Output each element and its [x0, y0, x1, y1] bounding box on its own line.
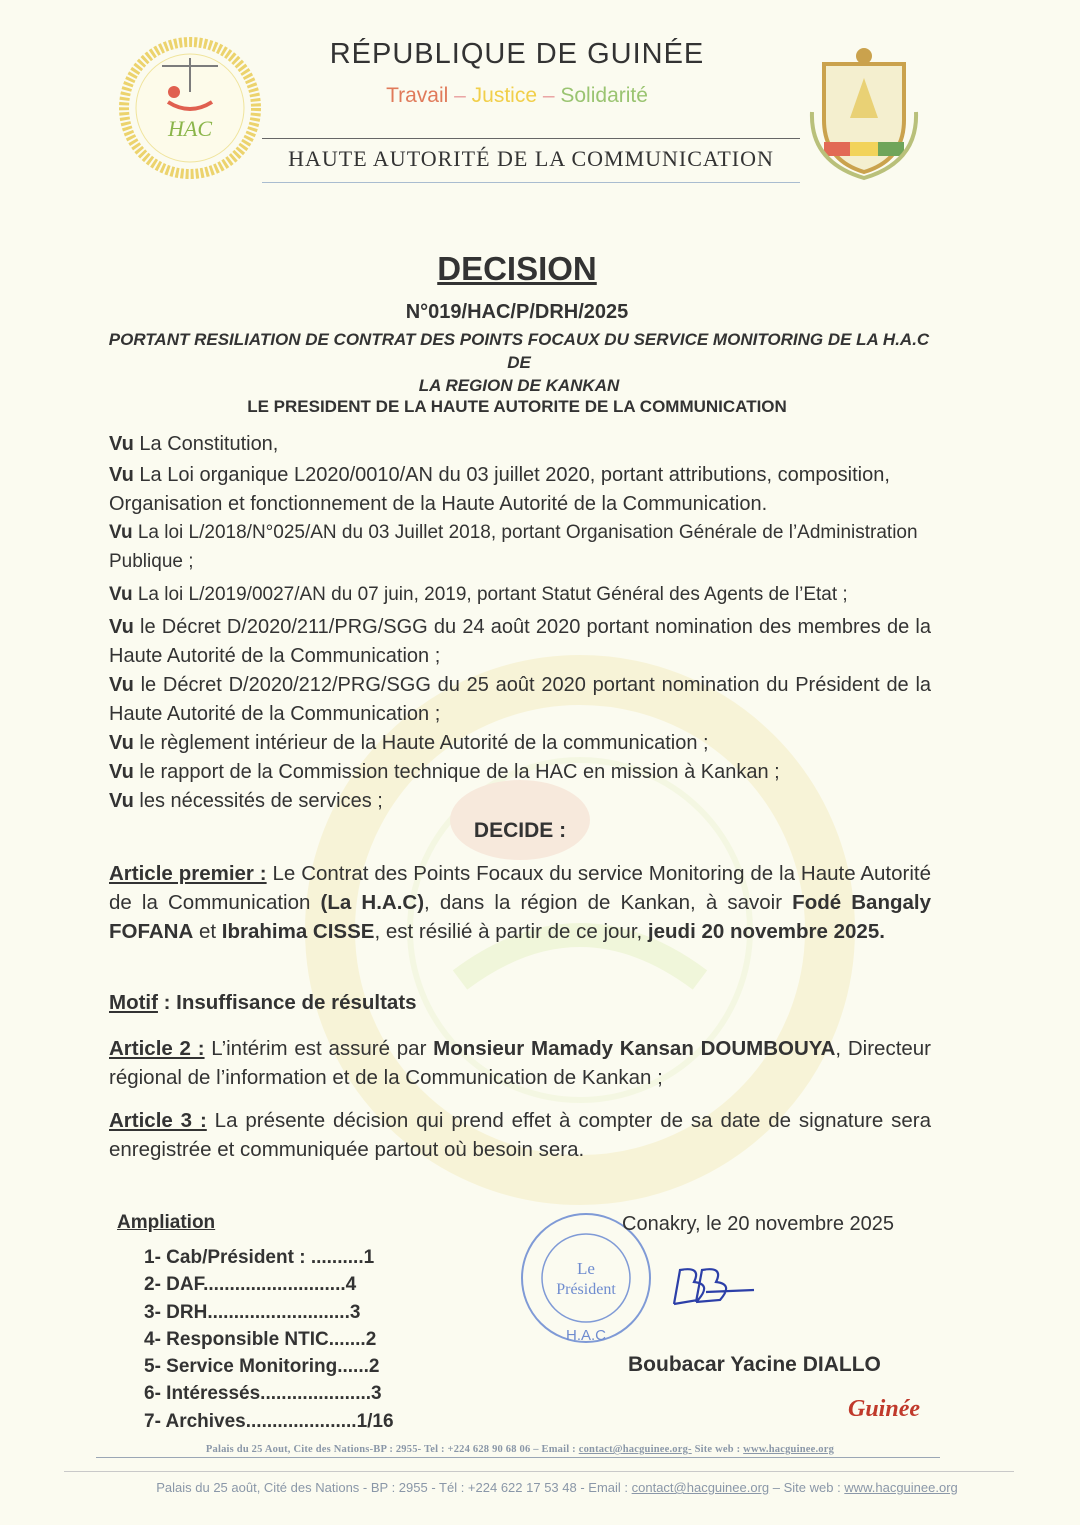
- vu-prefix: Vu: [109, 674, 134, 696]
- header-divider: [262, 182, 800, 183]
- article-2: [109, 1034, 931, 1092]
- ampliation-item: 4- Responsible NTIC.......2: [144, 1328, 377, 1350]
- footer-web-link[interactable]: www.hacguinee.org: [743, 1444, 835, 1455]
- consideration-item: [109, 671, 931, 729]
- decision-title: DECISION: [437, 250, 597, 287]
- vu-prefix: Vu: [109, 616, 134, 638]
- consideration-item: [109, 787, 931, 816]
- footer-email-link[interactable]: contact@hacguinee.org-: [578, 1444, 692, 1455]
- motif: [109, 991, 417, 1015]
- footer-divider: [96, 1457, 940, 1458]
- ampliation-item: 6- Intéressés.....................3: [144, 1383, 382, 1405]
- motto-separator: –: [537, 84, 561, 107]
- consideration-item: [109, 518, 931, 576]
- decision-subject: [100, 328, 938, 397]
- subject-line: LA REGION DE KANKAN: [418, 376, 620, 395]
- article-bold: Monsieur Mamady Kansan DOUMBOUYA: [433, 1037, 836, 1060]
- footer-address: [0, 1480, 1080, 1495]
- article-label: Article 2 :: [109, 1037, 205, 1060]
- motif-text: : Insuffisance de résultats: [157, 991, 417, 1014]
- consideration-text: le règlement intérieur de la Haute Autorité de la communication ;: [139, 732, 709, 754]
- stamp-president: Président: [556, 1281, 616, 1298]
- consideration-item: [109, 758, 931, 787]
- consideration-text: les nécessités de services ;: [139, 790, 383, 812]
- vu-prefix: Vu: [109, 761, 134, 783]
- vu-prefix: Vu: [109, 732, 134, 754]
- consideration-text: le rapport de la Commission technique de la HAC en mission à Kankan ;: [139, 761, 780, 783]
- article-text: La présente décision qui prend effet à compter de sa date de signature sera enregistrée et communiquée partout où besoin sera.: [109, 1109, 931, 1161]
- article-bold: (La H.A.C): [320, 891, 425, 914]
- president-heading: LE PRESIDENT DE LA HAUTE AUTORITE DE LA COMMUNICATION: [247, 397, 787, 416]
- article-text: L’intérim est assuré par: [204, 1037, 434, 1060]
- article-bold: jeudi 20 novembre 2025.: [647, 920, 885, 943]
- footer-divider: [64, 1471, 1014, 1472]
- ampliation-item: 3- DRH...........................3: [144, 1301, 361, 1323]
- decide-heading: DECIDE :: [473, 819, 567, 842]
- ampliation-item: 2- DAF...........................4: [144, 1274, 357, 1296]
- ampliation-item: 1- Cab/Président : ..........1: [144, 1247, 375, 1268]
- article-text: Le Contrat des Points Focaux du service Monitoring de la Haute Autorité de la Communication: [109, 862, 931, 914]
- ampliation-item: 7- Archives.....................1/16: [144, 1410, 394, 1432]
- footer-web-link[interactable]: www.hacguinee.org: [844, 1480, 958, 1495]
- handwritten-signature: [666, 1262, 756, 1312]
- consideration-text: La Constitution,: [139, 433, 279, 455]
- motto-work: Travail: [386, 84, 449, 107]
- vu-prefix: Vu: [109, 790, 134, 812]
- consideration-text: le Décret D/2020/212/PRG/SGG du 25 août 2020 portant nomination du Président de la Haute Autorité de la Communication ;: [109, 674, 932, 725]
- footer-text: Palais du 25 août, Cité des Nations - BP : 2955 - Tél : +224 622 17 53 48 - Email :: [156, 1480, 632, 1495]
- consideration-text: La Loi organique L2020/0010/AN du 03 juillet 2020, portant attributions, composition, Organisation et fonctionnement de la Haute Autorité de la Communication.: [109, 464, 890, 515]
- consideration-item: [109, 613, 931, 671]
- article-bold: Fodé Bangaly FOFANA: [109, 891, 932, 943]
- vu-prefix: Vu: [109, 433, 134, 455]
- ampliation-item: 5- Service Monitoring......2: [144, 1356, 380, 1378]
- motto-separator: –: [448, 84, 472, 107]
- consideration-text: le Décret D/2020/211/PRG/SGG du 24 août 2020 portant nomination des membres de la Haute Autorité de la Communication ;: [109, 616, 931, 667]
- subject-line: PORTANT RESILIATION DE CONTRAT DES POINTS FOCAUX DU SERVICE MONITORING DE LA H.A.C DE: [108, 330, 930, 372]
- footer-text: – Site web :: [769, 1480, 845, 1495]
- footer-email-link[interactable]: contact@hacguinee.org: [631, 1480, 770, 1495]
- footer-text: Site web :: [691, 1444, 744, 1455]
- article-text: , dans la région de Kankan, à savoir: [424, 891, 793, 914]
- stamp-le: Le: [577, 1259, 595, 1278]
- footer-text: Palais du 25 Aout, Cite des Nations-BP : 2955- Tel : +224 628 90 68 06 – Email :: [205, 1444, 579, 1455]
- article-label: Article 3 :: [109, 1109, 207, 1132]
- national-motto: [0, 84, 1034, 108]
- consideration-text: La loi L/2018/N°025/AN du 03 Juillet 2018, portant Organisation Générale de l’Administration Publique ;: [109, 522, 918, 572]
- motif-label: Motif: [109, 991, 158, 1014]
- consideration-text: La loi L/2019/0027/AN du 07 juin, 2019, portant Statut Général des Agents de l’Etat ;: [137, 584, 848, 605]
- place-and-date: Conakry, le 20 novembre 2025: [622, 1213, 895, 1235]
- motto-justice: Justice: [471, 84, 538, 107]
- consideration-item: [109, 461, 931, 519]
- decision-number: N°019/HAC/P/DRH/2025: [405, 301, 629, 323]
- article-premier: [109, 859, 931, 946]
- consideration-item: [109, 580, 931, 609]
- hac-logo-text: HAC: [168, 116, 212, 141]
- guinee-brand-logo: Guinée: [848, 1396, 920, 1422]
- header-divider: [262, 138, 800, 139]
- vu-prefix: Vu: [109, 464, 134, 486]
- ampliation-list: [144, 1244, 394, 1435]
- article-bold: Ibrahima CISSE: [221, 920, 375, 943]
- republic-title: RÉPUBLIQUE DE GUINÉE: [329, 38, 705, 70]
- article-text: , est résilié à partir de ce jour,: [374, 920, 648, 943]
- footer-address-old: [0, 1444, 1040, 1455]
- motto-solidarity: Solidarité: [560, 84, 648, 107]
- vu-prefix: Vu: [109, 584, 133, 605]
- vu-prefix: Vu: [109, 522, 133, 543]
- stamp-hac: H.A.C: [565, 1327, 607, 1344]
- signatory-name: Boubacar Yacine DIALLO: [628, 1353, 881, 1376]
- article-label: Article premier :: [109, 862, 267, 885]
- article-3: [109, 1106, 931, 1164]
- article-text: , Directeur régional de l’information et de la Communication de Kankan ;: [109, 1037, 932, 1089]
- article-text: et: [193, 920, 222, 943]
- consideration-item: [109, 729, 931, 758]
- consideration-item: [109, 430, 931, 459]
- ampliation-title: Ampliation: [117, 1212, 216, 1233]
- authority-name: HAUTE AUTORITÉ DE LA COMMUNICATION: [288, 146, 774, 171]
